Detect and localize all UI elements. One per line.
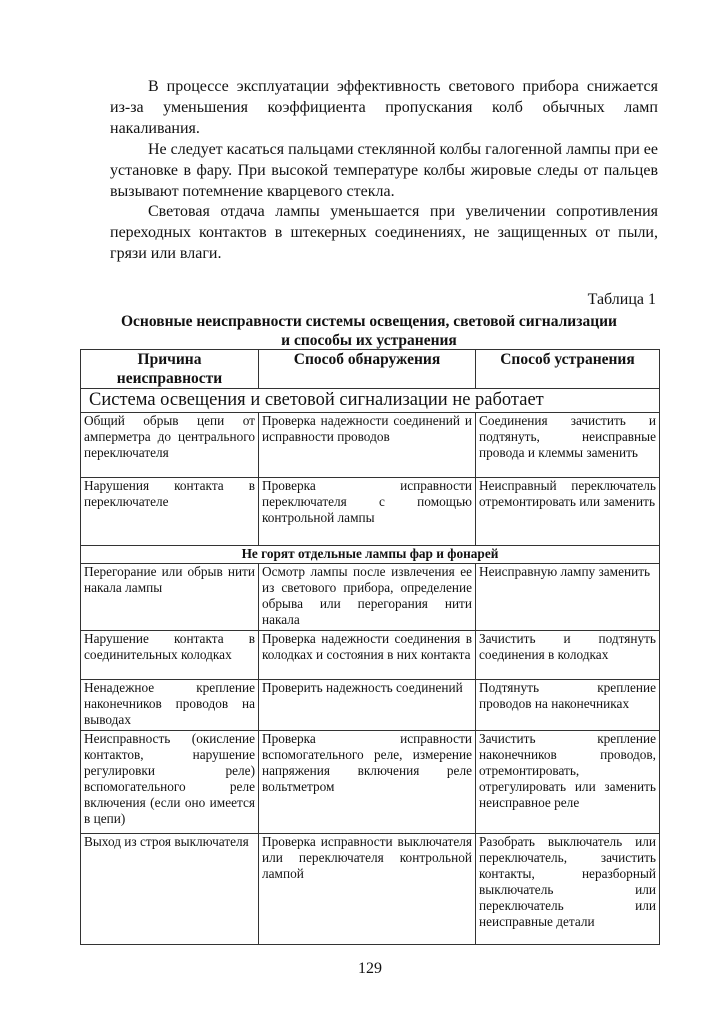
cause-cell: Ненадежное крепление наконечников проводов на выводах: [81, 680, 259, 731]
detection-cell: Осмотр лампы после извлечения ее из светового прибора, определение обрыва или перегорания нити накала: [259, 564, 476, 631]
detection-cell: Проверка надежности соединений и исправности проводов: [259, 413, 476, 478]
paragraph-3: [110, 201, 658, 264]
cause-cell: Перегорание или обрыв нити накала лампы: [81, 564, 259, 631]
faults-table: [80, 349, 660, 945]
header-remedy: Способ устранения: [476, 350, 660, 389]
remedy-cell: Неисправный переключатель отремонтировать или заменить: [476, 478, 660, 546]
remedy-cell: Зачистить крепление наконечников проводов, отремонтировать, отрегулировать или заменить неисправное реле: [476, 731, 660, 834]
remedy-cell: Разобрать выключатель или переключатель, зачистить контакты, неразборный выключатель или переключатель или неисправные детали: [476, 834, 660, 945]
page-number: 129: [358, 960, 382, 977]
paragraph-text: В процессе эксплуатации эффективность светового прибора снижается из-за уменьшения коэффициента пропускания колб обычных ламп накаливания.: [110, 78, 658, 137]
cause-cell: Выход из строя выключателя: [81, 834, 259, 945]
paragraph-2: [110, 139, 658, 202]
section-row: [81, 389, 660, 413]
table-row: [81, 564, 660, 631]
cause-cell: Неисправность (окисление контактов, нарушение регулировки реле) вспомогательного реле включения (если оно имеется в цепи): [81, 731, 259, 834]
remedy-cell: Соединения зачистить и подтянуть, неисправные провода и клеммы заменить: [476, 413, 660, 478]
remedy-cell: Зачистить и подтянуть соединения в колодках: [476, 631, 660, 680]
paragraph-text: Световая отдача лампы уменьшается при увеличении сопротивления переходных контактов в штекерных соединениях, не защищенных от пыли, грязи или влаги.: [110, 203, 658, 262]
paragraph-1: [110, 76, 658, 139]
section-row: [81, 546, 660, 564]
table-title-line: Основные неисправности системы освещения, световой сигнализации: [120, 313, 617, 330]
detection-cell: Проверка надежности соединения в колодках и состояния в них контакта: [259, 631, 476, 680]
cause-cell: Общий обрыв цепи от амперметра до центрального переключателя: [81, 413, 259, 478]
detection-cell: Проверка исправности переключателя с помощью контрольной лампы: [259, 478, 476, 546]
table-title: [80, 312, 658, 350]
table-title-line: и способы их устранения: [281, 332, 457, 349]
table-row: [81, 834, 660, 945]
paragraph-text: Не следует касаться пальцами стеклянной колбы галогенной лампы при ее установке в фару. При высокой температуре колбы жировые следы от пальцев вызывают потемнение кварцевого стекла.: [110, 141, 658, 200]
remedy-cell: Неисправную лампу заменить: [476, 564, 660, 631]
cause-cell: Нарушения контакта в переключателе: [81, 478, 259, 546]
section-title: Не горят отдельные лампы фар и фонарей: [81, 546, 660, 564]
detection-cell: Проверка исправности вспомогательного реле, измерение напряжения включения реле вольтметром: [259, 731, 476, 834]
table-row: [81, 631, 660, 680]
table-row: [81, 413, 660, 478]
table-row: [81, 731, 660, 834]
header-cause: Причина неисправности: [81, 350, 259, 389]
cause-cell: Нарушение контакта в соединительных колодках: [81, 631, 259, 680]
table-header-row: [81, 350, 660, 389]
table-row: [81, 680, 660, 731]
detection-cell: Проверка исправности выключателя или переключателя контрольной лампой: [259, 834, 476, 945]
section-title: Система освещения и световой сигнализации не работает: [81, 389, 660, 413]
remedy-cell: Подтянуть крепление проводов на наконечниках: [476, 680, 660, 731]
table-number: Таблица 1: [587, 291, 656, 308]
detection-cell: Проверить надежность соединений: [259, 680, 476, 731]
header-detection: Способ обнаружения: [259, 350, 476, 389]
table-row: [81, 478, 660, 546]
